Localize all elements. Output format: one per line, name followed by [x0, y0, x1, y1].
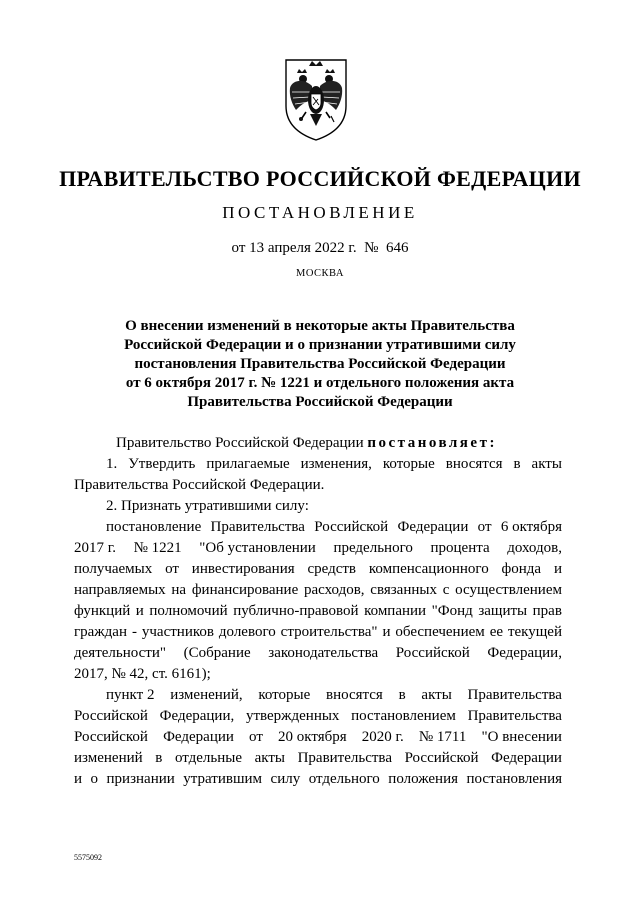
word: в	[398, 687, 406, 703]
word: вносятся	[326, 687, 383, 703]
word: в	[155, 750, 163, 766]
word: от	[477, 519, 492, 535]
paragraph-line: 2017, № 42, ст. 6161);	[74, 666, 211, 682]
word: 20 октября	[278, 729, 347, 745]
word: Российской	[314, 519, 389, 535]
word: Правительства	[467, 708, 562, 724]
word: процента	[430, 540, 490, 556]
word: на	[171, 582, 187, 598]
word: средств	[307, 561, 357, 577]
paragraph-line	[74, 748, 562, 769]
word: и	[74, 771, 83, 787]
word: изменений,	[170, 687, 243, 703]
document-registration-number: 5575092	[74, 853, 102, 862]
word: изменений	[74, 750, 143, 766]
paragraph-line	[74, 769, 562, 790]
word: фонда	[501, 561, 542, 577]
coat-of-arms-emblem	[272, 56, 360, 142]
word: компенсационного	[368, 561, 489, 577]
subject-line: от 6 октября 2017 г. № 1221 и отдельного положения акта	[125, 375, 515, 391]
word: 2017 г.	[74, 540, 116, 556]
paragraph-line: Правительства Российской Федерации.	[74, 477, 325, 493]
word: законодательства	[268, 645, 379, 661]
word: утратившим	[183, 771, 263, 787]
word: Правительства	[467, 687, 562, 703]
word: -	[131, 624, 137, 640]
word: направляемых	[74, 582, 166, 598]
word: признании	[106, 771, 175, 787]
word: Федерации,	[159, 708, 235, 724]
word: Российской	[74, 729, 148, 745]
word: и	[135, 603, 144, 619]
word: строительства"	[280, 624, 378, 640]
word: положения	[388, 771, 459, 787]
paragraph-line	[74, 580, 562, 601]
government-title: ПРАВИТЕЛЬСТВО РОССИЙСКОЙ ФЕДЕРАЦИИ	[59, 166, 581, 191]
subject-line: О внесении изменений в некоторые акты Правительства	[125, 318, 515, 334]
word: акты	[531, 456, 562, 472]
word: постановлением	[351, 708, 456, 724]
word: Российской	[74, 708, 148, 724]
word: финансирование	[191, 582, 299, 598]
word: полномочий	[149, 603, 228, 619]
word: прилагаемые	[206, 456, 290, 472]
word: защиты	[478, 603, 528, 619]
word: силу	[270, 771, 301, 787]
document-subject	[0, 317, 640, 412]
word: публично-правовой	[233, 603, 359, 619]
word: ее	[489, 624, 504, 640]
word: "Об установлении	[199, 540, 316, 556]
word: акты	[254, 750, 285, 766]
intro-text: Правительство Российской Федерации	[116, 435, 364, 451]
word: 1.	[106, 456, 118, 472]
word: предельного	[333, 540, 413, 556]
intro-paragraph	[74, 433, 562, 454]
word: прав	[532, 603, 562, 619]
word: "Фонд	[431, 603, 473, 619]
word: Российской	[404, 750, 479, 766]
document-body	[74, 433, 562, 790]
word: Утвердить	[128, 456, 196, 472]
word: функций	[74, 603, 131, 619]
word: деятельности"	[74, 645, 166, 661]
word: текущей	[507, 624, 562, 640]
word: № 1711	[418, 729, 467, 745]
word: № 1221	[133, 540, 182, 556]
word: которые	[382, 456, 435, 472]
paragraph-line	[74, 454, 562, 475]
word: отдельные	[174, 750, 242, 766]
word: 2020 г.	[361, 729, 404, 745]
paragraph-line	[74, 643, 562, 664]
document-city: МОСКВА	[296, 268, 344, 279]
paragraph-line	[74, 559, 562, 580]
word: от	[249, 729, 263, 745]
paragraph-line	[74, 622, 562, 643]
word: отдельного	[308, 771, 380, 787]
word: компании	[364, 603, 427, 619]
subject-line: Российской Федерации и о признании утратившими силу	[124, 337, 516, 353]
word: Федерации	[397, 519, 469, 535]
word: изменения,	[300, 456, 372, 472]
word: от	[165, 561, 179, 577]
word: с	[442, 582, 450, 598]
paragraph-line	[74, 685, 562, 706]
word: которые	[258, 687, 311, 703]
word: связанных	[370, 582, 437, 598]
word: получаемых	[74, 561, 153, 577]
word: обеспечением	[395, 624, 485, 640]
word: утвержденных	[245, 708, 340, 724]
word: участников	[141, 624, 214, 640]
paragraph-line	[74, 706, 562, 727]
word: доходов,	[507, 540, 562, 556]
subject-line: Правительства Российской Федерации	[187, 394, 453, 410]
word: в	[513, 456, 521, 472]
word: пункт 2	[106, 687, 155, 703]
paragraph-line	[74, 538, 562, 559]
word: Правительства	[297, 750, 392, 766]
paragraph-line	[74, 517, 562, 538]
word: Федерации,	[487, 645, 562, 661]
word: о	[90, 771, 99, 787]
word: инвестирования	[191, 561, 295, 577]
intro-emphasis: постановляет:	[367, 435, 497, 451]
word: 6 октября	[500, 519, 562, 535]
word: Российской	[395, 645, 470, 661]
word: и	[553, 561, 562, 577]
word: расходов,	[303, 582, 365, 598]
word: Федерации	[491, 750, 562, 766]
paragraph-line: 2. Признать утратившими силу:	[106, 498, 309, 514]
word: постановления	[466, 771, 562, 787]
word: долевого	[218, 624, 276, 640]
word: акты	[421, 687, 452, 703]
paragraph-line	[74, 601, 562, 622]
word: (Собрание	[183, 645, 251, 661]
word: граждан	[74, 624, 127, 640]
word: постановление	[106, 519, 202, 535]
word: Федерации	[163, 729, 234, 745]
word: осуществлением	[455, 582, 562, 598]
word: "О внесении	[481, 729, 562, 745]
word: и	[382, 624, 391, 640]
subject-line: постановления Правительства Российской Федерации	[134, 356, 506, 372]
document-type: ПОСТАНОВЛЕНИЕ	[222, 203, 418, 222]
word: вносятся	[445, 456, 503, 472]
word: Правительства	[210, 519, 305, 535]
document-date-number: от 13 апреля 2022 г. № 646	[231, 240, 409, 256]
paragraph-line	[74, 727, 562, 748]
